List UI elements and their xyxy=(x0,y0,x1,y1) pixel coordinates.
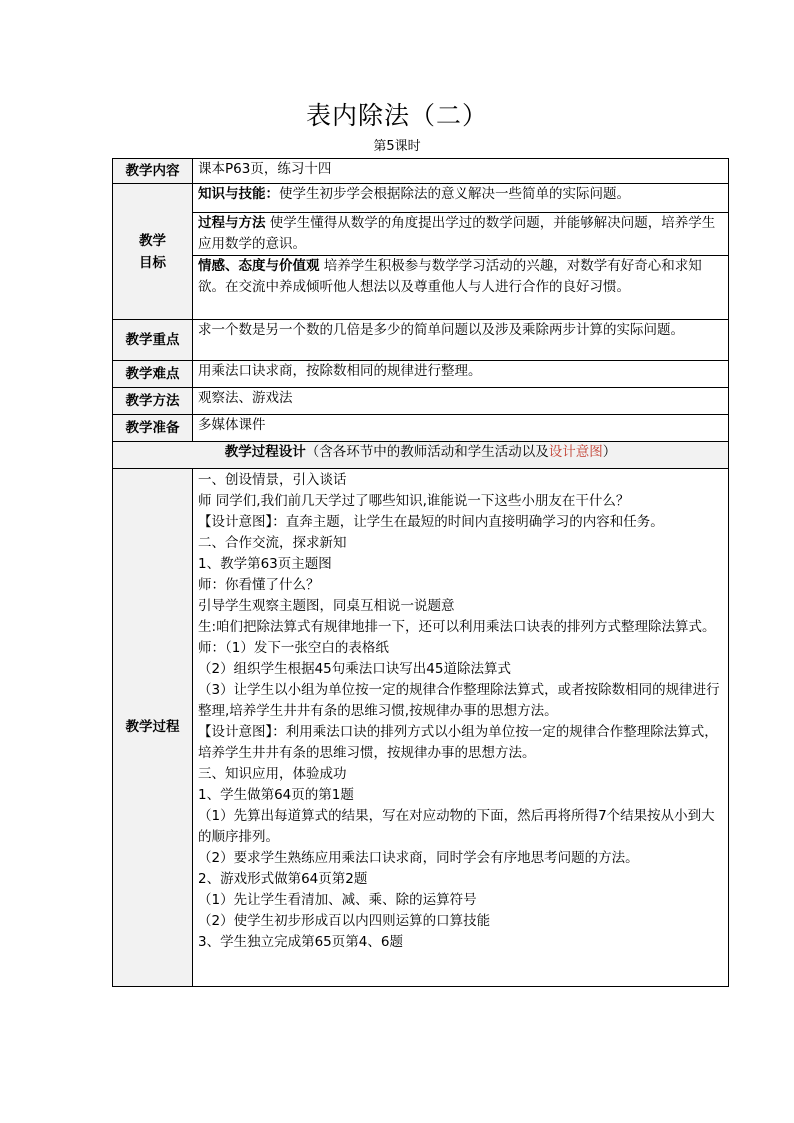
process-line: 1、学生做第64页的第1题 xyxy=(198,787,354,803)
difficulty-label: 教学难点 xyxy=(113,361,193,388)
process-line: （1）先让学生看清加、减、乘、除的运算符号 xyxy=(198,892,477,908)
design-header-red: 设计意图 xyxy=(548,444,603,460)
goal-process xyxy=(193,213,729,256)
content-label: 教学内容 xyxy=(113,159,193,184)
goal-emotion xyxy=(193,256,729,320)
key-value: 求一个数是另一个数的几倍是多少的简单问题以及涉及乘除两步计算的实际问题。 xyxy=(193,320,729,361)
goal-emotion-head: 情感、态度与价值观 xyxy=(198,258,320,274)
prep-value: 多媒体课件 xyxy=(193,415,729,442)
goals-label-line1: 教学 xyxy=(139,232,166,249)
content-value: 课本P63页，练习十四 xyxy=(193,159,729,184)
process-line: 【设计意图】：直奔主题，让学生在最短的时间内直接明确学习的内容和任务。 xyxy=(198,514,664,530)
goal-knowledge-head: 知识与技能： xyxy=(198,186,279,202)
lesson-plan-table xyxy=(112,158,729,987)
goal-row-emotion xyxy=(113,256,729,320)
process-content xyxy=(193,469,729,987)
design-header-rest: （含各环节中的教师活动和学生活动以及 xyxy=(305,444,549,460)
process-label: 教学过程 xyxy=(113,469,193,987)
process-line: 一、创设情景，引入谈话 xyxy=(198,472,347,488)
process-line: （2）使学生初步形成百以内四则运算的口算技能 xyxy=(198,913,491,929)
goal-emotion-text: 培养学生积极参与数学学习活动的兴趣，对数学有好奇心和求知欲。在交流中养成倾听他人想法以及尊重他人与人进行合作的良好习惯。 xyxy=(198,258,702,295)
key-row xyxy=(113,320,729,361)
difficulty-row xyxy=(113,361,729,388)
goal-row-process xyxy=(113,213,729,256)
content-row xyxy=(113,159,729,184)
process-line: （2）要求学生熟练应用乘法口诀求商，同时学会有序地思考问题的方法。 xyxy=(198,850,639,866)
process-line: （3）让学生以小组为单位按一定的规律合作整理除法算式，或者按除数相同的规律进行整理,培养学生井井有条的思维习惯,按规律办事的思想方法。 xyxy=(198,682,720,719)
process-line: 2、游戏形式做第64页第2题 xyxy=(198,871,368,887)
method-label: 教学方法 xyxy=(113,388,193,415)
process-line: （2）组织学生根据45句乘法口诀写出45道除法算式 xyxy=(198,661,511,677)
process-row xyxy=(113,469,729,987)
key-label: 教学重点 xyxy=(113,320,193,361)
prep-label: 教学准备 xyxy=(113,415,193,442)
process-line: 引导学生观察主题图，同桌互相说一说题意 xyxy=(198,598,455,614)
process-line: 师：你看懂了什么？ xyxy=(198,577,320,593)
process-line: 二、合作交流，探求新知 xyxy=(198,535,347,551)
process-line: 师 同学们,我们前几天学过了哪些知识,谁能说一下这些小朋友在干什么？ xyxy=(198,493,630,509)
design-header-row xyxy=(113,442,729,469)
goal-knowledge xyxy=(193,184,729,213)
goal-process-text: 使学生懂得从数学的角度提出学过的数学问题，并能够解决问题，培养学生应用数学的意识。 xyxy=(198,215,716,252)
goals-label-line2: 目标 xyxy=(139,254,166,271)
lesson-subtitle: 第5课时 xyxy=(373,139,421,154)
design-header-bold: 教学过程设计 xyxy=(224,444,306,460)
process-line: 生:咱们把除法算式有规律地排一下，还可以利用乘法口诀表的排列方式整理除法算式。 xyxy=(198,619,716,635)
design-header xyxy=(113,442,729,469)
process-line: 【设计意图】：利用乘法口诀的排列方式以小组为单位按一定的规律合作整理除法算式，培养学生井井有条的思维习惯，按规律办事的思想方法。 xyxy=(198,724,718,761)
design-header-end: ） xyxy=(602,444,617,460)
process-line: （1）先算出每道算式的结果，写在对应动物的下面，然后再将所得7个结果按从小到大的顺序排列。 xyxy=(198,808,715,845)
prep-row xyxy=(113,415,729,442)
process-line: 师：（1）发下一张空白的表格纸 xyxy=(198,640,389,656)
goal-knowledge-text: 使学生初步学会根据除法的意义解决一些简单的实际问题。 xyxy=(279,186,630,202)
method-value: 观察法、游戏法 xyxy=(193,388,729,415)
page-title: 表内除法（二） xyxy=(305,101,488,130)
method-row xyxy=(113,388,729,415)
process-line: 三、知识应用，体验成功 xyxy=(198,766,347,782)
process-line: 3、学生独立完成第65页第4、6题 xyxy=(198,934,403,950)
goals-label xyxy=(113,184,193,320)
goal-row-knowledge xyxy=(113,184,729,213)
goal-process-head: 过程与方法 xyxy=(198,215,266,231)
difficulty-value: 用乘法口诀求商，按除数相同的规律进行整理。 xyxy=(193,361,729,388)
process-line: 1、教学第63页主题图 xyxy=(198,556,332,572)
